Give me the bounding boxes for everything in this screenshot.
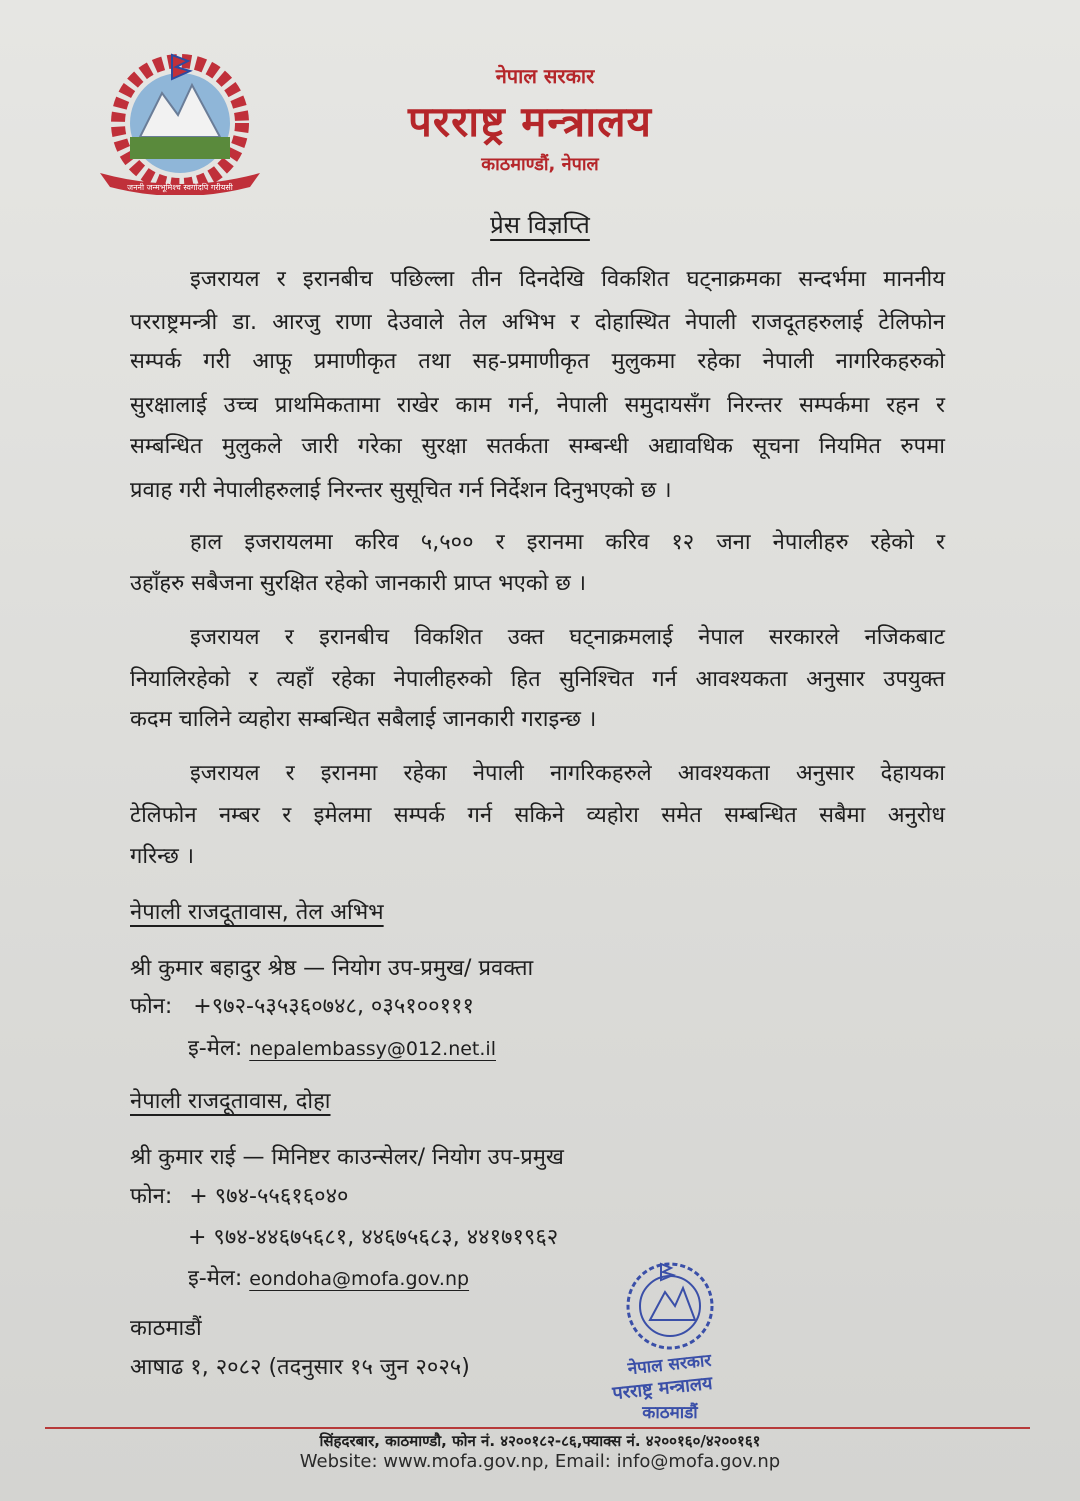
paragraph-line: सम्बन्धित मुलुकले जारी गरेका सुरक्षा सतर्कता सम्बन्धी अद्यावधिक सूचना नियमित रुपमा (130, 434, 945, 459)
doha-phone-2: + ९७४-४४६७५६८१, ४४६७५६८३, ४४१७१९६२ (188, 1225, 559, 1250)
ministry-name: परराष्ट्र मन्त्रालय (408, 97, 652, 146)
government-name: नेपाल सरकार (495, 64, 595, 88)
paragraph-line: नियालिरहेको र त्यहाँ रहेका नेपालीहरुको हित सुनिश्चित गर्न आवश्यकता अनुसार उपयुक्त (130, 667, 945, 692)
footer-web-contact: Website: www.mofa.gov.np, Email: info@mofa.gov.np (299, 1451, 781, 1472)
paragraph-line: कदम चालिने व्यहोरा सम्बन्धित सबैलाई जानकारी गराइन्छ । (130, 707, 597, 732)
telaviv-phone-row (130, 990, 474, 1020)
doha-contact: श्री कुमार राई — मिनिष्टर काउन्सेलर/ नियोग उप-प्रमुख (130, 1145, 564, 1170)
footer-divider (45, 1427, 1030, 1429)
paragraph-line: टेलिफोन नम्बर र इमेलमा सम्पर्क गर्न सकिने व्यहोरा समेत सम्बन्धित सबैमा अनुरोध (130, 803, 945, 828)
telaviv-email-link[interactable]: nepalembassy@012.net.il (249, 1038, 496, 1060)
telaviv-phone: +९७२-५३५३६०७४८, ०३५१००१११ (193, 994, 474, 1019)
doha-phone-row (130, 1180, 349, 1210)
doha-heading: नेपाली राजदूतावास, दोहा (130, 1089, 331, 1114)
paragraph-line: परराष्ट्रमन्त्री डा. आरजु राणा देउवाले तेल अभिभ र दोहास्थित नेपाली राजदूतहरुलाई टेलिफोन (130, 310, 945, 335)
seal-line-3: काठमाडौं (642, 1403, 698, 1423)
seal-line-2: परराष्ट्र मन्त्रालय (611, 1372, 714, 1405)
telaviv-heading: नेपाली राजदूतावास, तेल अभिभ (130, 900, 384, 925)
telaviv-email-row (188, 1032, 496, 1062)
doha-email-link[interactable]: eondoha@mofa.gov.np (249, 1268, 470, 1290)
telaviv-contact: श्री कुमार बहादुर श्रेष्ठ — नियोग उप-प्रमुख/ प्रवक्ता (130, 956, 534, 981)
paragraph-line: इजरायल र इरानबीच विकशित उक्त घट्नाक्रमलाई नेपाल सरकारले नजिकबाट (190, 625, 945, 650)
paragraph-line: सुरक्षालाई उच्च प्राथमिकतामा राखेर काम गर्न, नेपाली समुदायसँग निरन्तर सम्पर्कमा रहन र (130, 393, 945, 418)
paragraph-line: गरिन्छ । (130, 844, 195, 869)
doha-email-row (188, 1262, 469, 1292)
paragraph-line: हाल इजरायलमा करिव ५,५०० र इरानमा करिव १२ जना नेपालीहरु रहेको र (190, 530, 945, 555)
paragraph-line: सम्पर्क गरी आफू प्रमाणीकृत तथा सह-प्रमाणीकृत मुलुकमा रहेका नेपाली नागरिकहरुको (130, 349, 945, 374)
paragraph-line: इजरायल र इरानबीच पछिल्ला तीन दिनदेखि विकशित घट्नाक्रमका सन्दर्भमा माननीय (190, 267, 945, 292)
ministry-seal-stamp (575, 1258, 750, 1428)
seal-line-1: नेपाल सरकार (626, 1350, 713, 1380)
phone-label: फोन: (130, 994, 173, 1019)
phone-label: फोन: (130, 1184, 173, 1209)
footer-address: सिंहदरबार, काठमाण्डौ, फोन नं. ४२००१८२-८६,फ्याक्स नं. ४२००१६०/४२००१६१ (319, 1432, 761, 1450)
email-label: इ-मेल: (188, 1036, 243, 1061)
dateline-date: आषाढ १, २०८२ (तदनुसार १५ जुन २०२५) (130, 1355, 470, 1380)
doha-phone-1: + ९७४-५५६१६०४० (189, 1184, 349, 1209)
emblem-motto: जननी जन्मभूमिश्च स्वर्गादपि गरीयसी (127, 183, 233, 192)
nepal-emblem-icon (100, 45, 260, 195)
page-title: प्रेस विज्ञप्ति (490, 211, 590, 239)
paragraph-line: प्रवाह गरी नेपालीहरुलाई निरन्तर सुसूचित गर्न निर्देशन दिनुभएको छ । (130, 478, 672, 503)
paragraph-line: उहाँहरु सबैजना सुरक्षित रहेको जानकारी प्राप्त भएको छ । (130, 571, 587, 596)
ministry-location: काठमाण्डौं, नेपाल (481, 154, 599, 175)
paragraph-line: इजरायल र इरानमा रहेका नेपाली नागरिकहरुले आवश्यकता अनुसार देहायका (190, 761, 945, 786)
email-label: इ-मेल: (188, 1266, 243, 1291)
dateline-place: काठमाडौं (130, 1316, 202, 1341)
